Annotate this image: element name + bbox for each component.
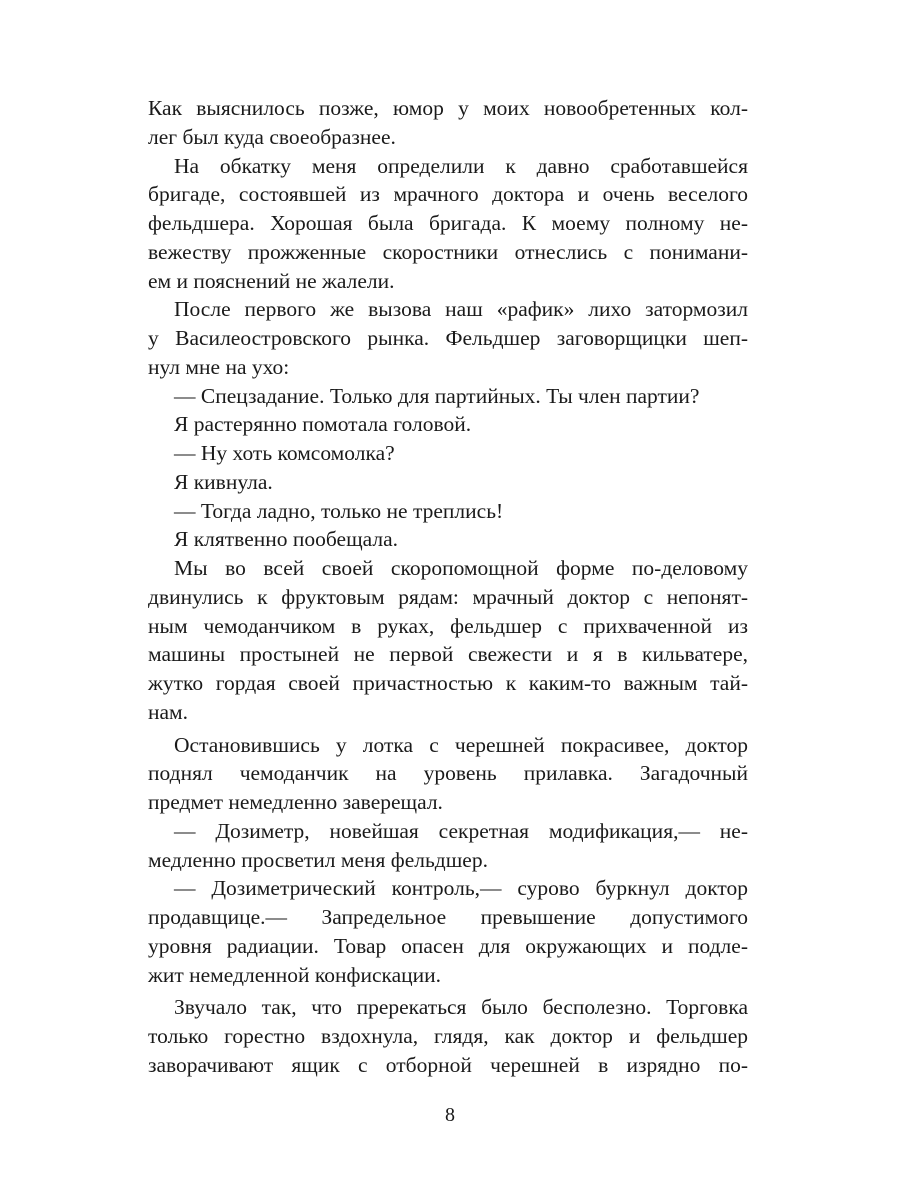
text-line: ем и пояснений не жалели. xyxy=(148,268,395,293)
text-line: уровня радиации. Товар опасен для окружающих и подле- xyxy=(148,933,748,958)
text-line: поднял чемоданчик на уровень прилавка. Загадочный xyxy=(148,761,748,786)
paragraph xyxy=(148,152,748,296)
paragraph xyxy=(148,554,748,727)
text-line: бригаде, состоявшей из мрачного доктора и очень веселого xyxy=(148,182,748,207)
text-line: Как выяснилось позже, юмор у моих новообретенных кол- xyxy=(148,96,748,120)
text-line: Остановившись у лотка с черешней покрасивее, доктор xyxy=(174,732,748,757)
paragraph xyxy=(148,439,748,468)
text-line: нам. xyxy=(148,699,189,724)
text-line: — Ну хоть комсомолка? xyxy=(174,441,395,465)
text-line: Я растерянно помотала головой. xyxy=(174,412,472,437)
text-line: у Василеостровского рынка. Фельдшер заговорщицки шеп- xyxy=(148,326,748,350)
text-line: Я кивнула. xyxy=(174,469,273,494)
text-line: После первого же вызова наш «рафик» лихо затормозил xyxy=(174,297,748,322)
paragraph xyxy=(148,525,748,554)
paragraph xyxy=(148,497,748,526)
text-line: Звучало так, что пререкаться было бесполезно. Торговка xyxy=(174,995,748,1020)
paragraph xyxy=(148,817,748,875)
paragraph xyxy=(148,468,748,497)
text-line: На обкатку меня определили к давно сработавшейся xyxy=(174,153,748,178)
paragraph xyxy=(148,94,748,152)
text-line: продавщице.— Запредельное превышение допустимого xyxy=(148,905,748,929)
paragraph xyxy=(148,993,748,1079)
text-line: — Спецзадание. Только для партийных. Ты член партии? xyxy=(174,383,700,408)
text-line: жит немедленной конфискации. xyxy=(148,962,442,987)
text-line: машины простыней не первой свежести и я в кильватере, xyxy=(148,642,748,667)
text-line: лег был куда своеобразнее. xyxy=(148,124,396,149)
text-line: — Тогда ладно, только не треплись! xyxy=(174,498,504,523)
page-number: 8 xyxy=(445,1104,455,1126)
page-body xyxy=(148,94,748,1080)
text-line: двинулись к фруктовым рядам: мрачный доктор с непонят- xyxy=(148,584,748,609)
text-line: Мы во всей своей скоропомощной форме по-деловому xyxy=(174,556,748,580)
paragraph xyxy=(148,410,748,439)
text-line: предмет немедленно заверещал. xyxy=(148,790,443,814)
text-line: нул мне на ухо: xyxy=(148,354,290,379)
text-line: только горестно вздохнула, глядя, как доктор и фельдшер xyxy=(148,1024,748,1048)
paragraph xyxy=(148,731,748,817)
text-line: заворачивают ящик с отборной черешней в изрядно по- xyxy=(148,1052,748,1077)
text-line: вежеству прожженные скоростники отнеслись с понимани- xyxy=(148,239,748,264)
text-line: жутко гордая своей причастностью к каким-то важным тай- xyxy=(148,671,748,695)
text-line: фельдшера. Хорошая была бригада. К моему полному не- xyxy=(148,211,748,235)
text-line: Я клятвенно пообещала. xyxy=(174,527,399,552)
text-line: — Дозиметр, новейшая секретная модификация,— не- xyxy=(174,818,748,843)
text-line: ным чемоданчиком в руках, фельдшер с прихваченной из xyxy=(148,613,748,638)
paragraph xyxy=(148,382,748,411)
paragraph xyxy=(148,295,748,381)
text-line: медленно просветил меня фельдшер. xyxy=(148,847,488,872)
text-line: — Дозиметрический контроль,— сурово буркнул доктор xyxy=(174,876,748,901)
paragraph xyxy=(148,874,748,989)
